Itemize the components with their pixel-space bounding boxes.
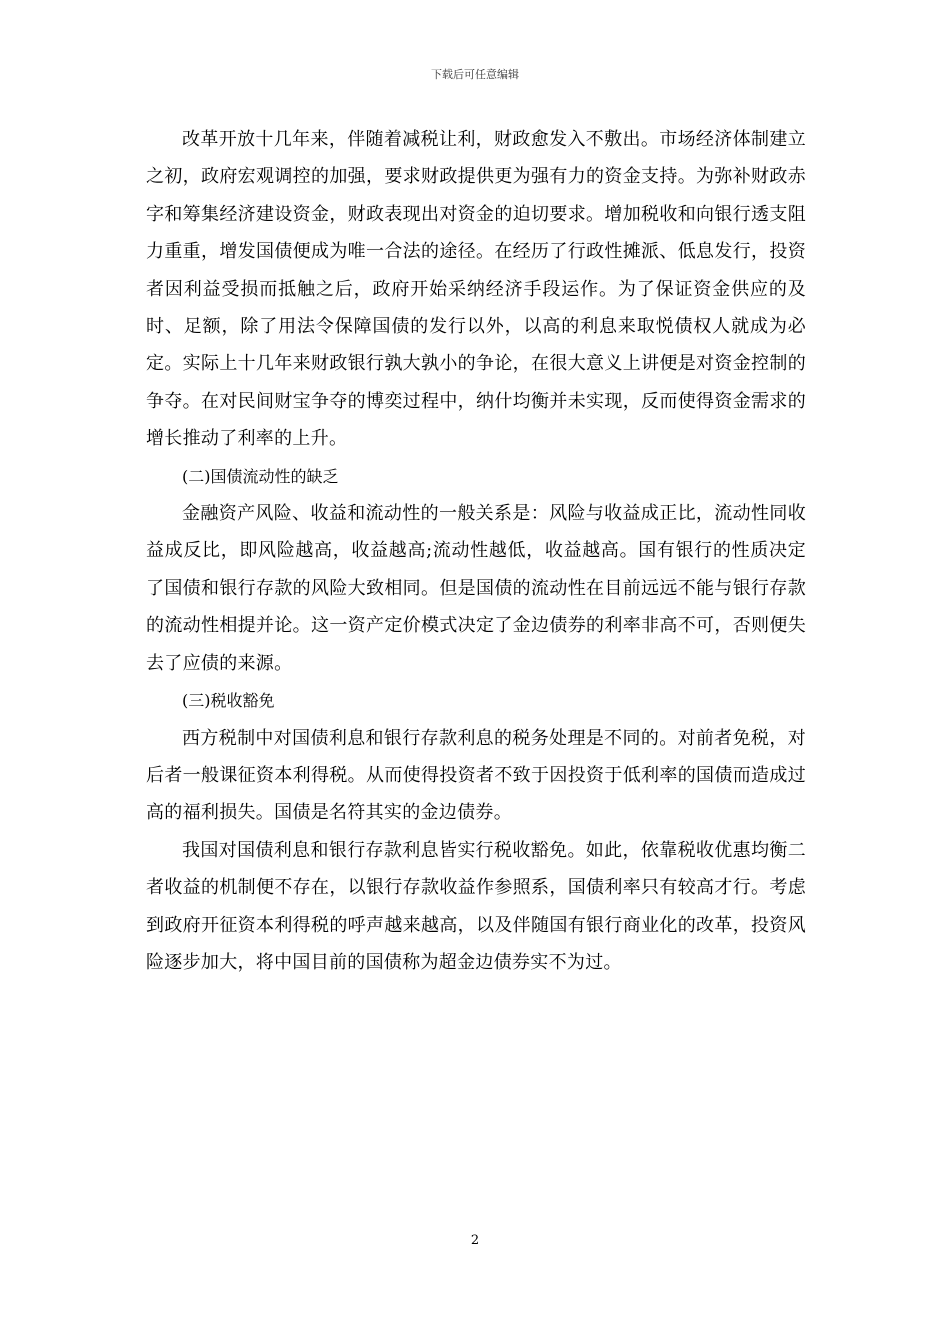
page-number: 2 <box>470 1233 480 1248</box>
paragraph-western-tax: 西方税制中对国债利息和银行存款利息的税务处理是不同的。对前者免税，对后者一般课征资本利得税。从而使得投资者不致于因投资于低利率的国债而造成过高的福利损失。国债是名符其实的金边债券。 <box>146 727 806 824</box>
paragraph-china-tax: 我国对国债利息和银行存款利息皆实行税收豁免。如此，依靠税收优惠均衡二者收益的机制便不存在，以银行存款收益作参照系，国债利率只有较高才行。考虑到政府开征资本利得税的呼声越来越高，以及伴随国有银行商业化的改革，投资风险逐步加大，将中国目前的国债称为超金边债券实不为过。 <box>146 839 806 973</box>
document-body <box>146 121 806 981</box>
section-heading-tax-exemption: (三)税收豁免 <box>182 691 275 711</box>
paragraph-fiscal-pressure: 改革开放十几年来，伴随着减税让利，财政愈发入不敷出。市场经济体制建立之初，政府宏观调控的加强，要求财政提供更为强有力的资金支持。为弥补财政赤字和筹集经济建设资金，财政表现出对资金的迫切要求。增加税收和向银行透支阻力重重，增发国债便成为唯一合法的途径。在经历了行政性摊派、低息发行，投资者因利益受损而抵触之后，政府开始采纳经济手段运作。为了保证资金供应的及时、足额，除了用法令保障国债的发行以外，以高的利息来取悦债权人就成为必定。实际上十几年来财政银行孰大孰小的争论，在很大意义上讲便是对资金控制的争夺。在对民间财宝争夺的博奕过程中，纳什均衡并未实现，反而使得资金需求的增长推动了利率的上升。 <box>146 129 806 450</box>
section-heading-liquidity: (二)国债流动性的缺乏 <box>182 466 339 486</box>
paragraph-liquidity: 金融资产风险、收益和流动性的一般关系是：风险与收益成正比，流动性同收益成反比，即风险越高，收益越高;流动性越低，收益越高。国有银行的性质决定了国债和银行存款的风险大致相同。但是国债的流动性在目前远远不能与银行存款的流动性相提并论。这一资产定价模式决定了金边债券的利率非高不可，否则便失去了应债的来源。 <box>146 503 806 674</box>
header-note: 下载后可任意编辑 <box>431 68 519 81</box>
